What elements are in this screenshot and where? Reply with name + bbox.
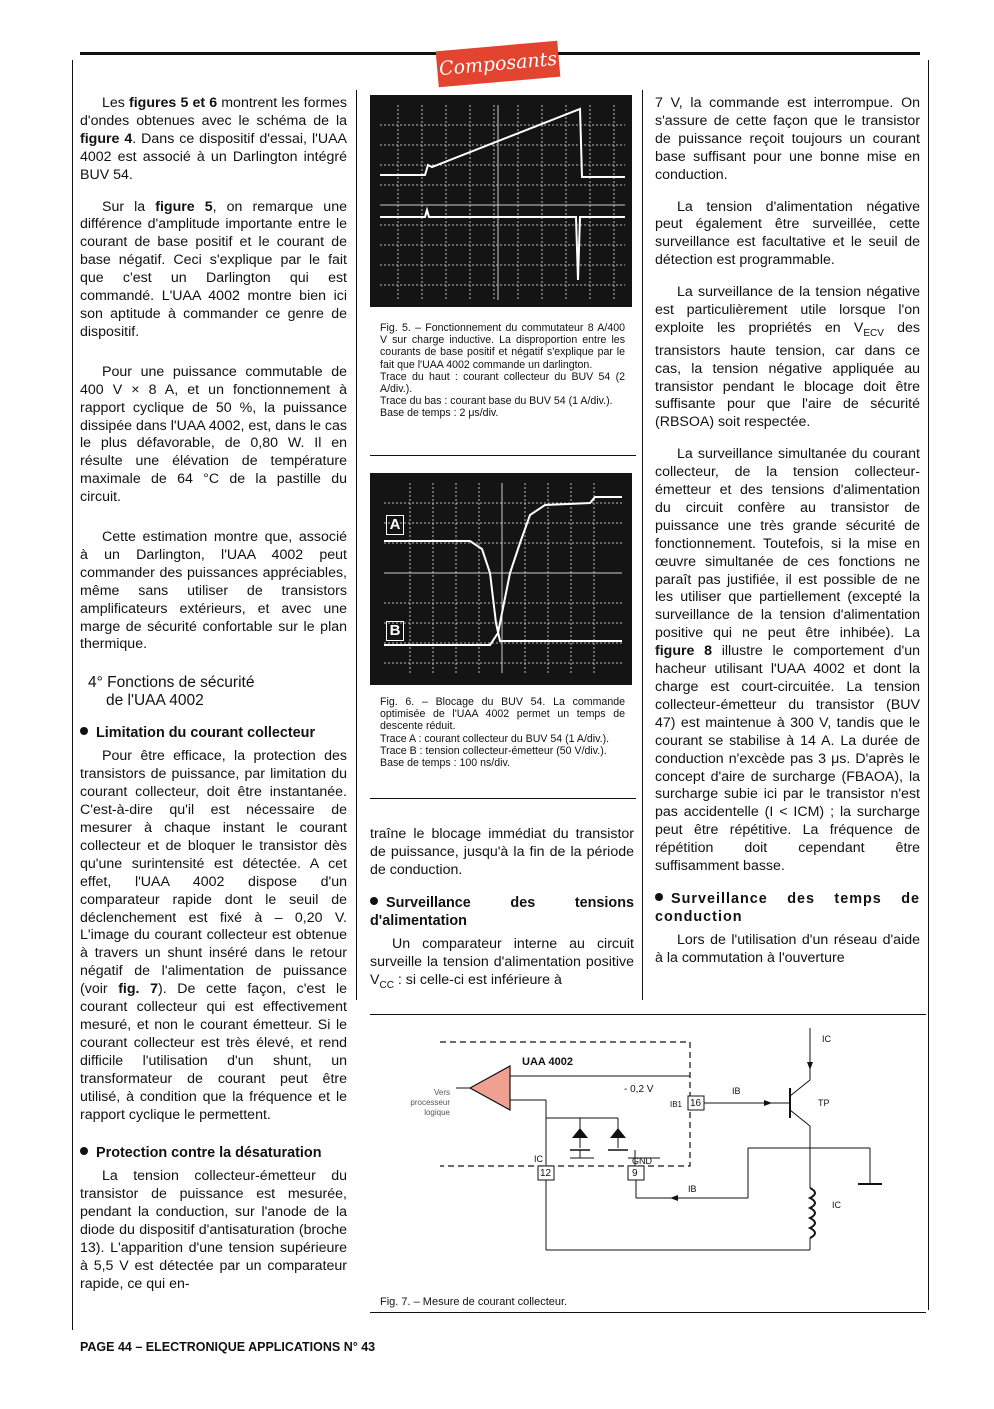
fig6-caption: Fig. 6. – Blocage du BUV 54. La commande optimisée de l'UAA 4002 permet un temps de descente réduit. Trace A : courant collecteur du BUV 54 (1 A/div.). Trace B : tension collecteur-émetteur (50 V/div.). Base de temps : 100 ns/div.	[380, 696, 625, 770]
fig5-rule	[370, 455, 636, 456]
fig5-caption: Fig. 5. – Fonctionnement du commutateur 8 A/400 V sur charge inductive. La disproportion entre les courants de base positif et négatif s'explique par le fait que l'UAA 4002 commande un darlington. Trace du haut : courant collecteur du BUV 54 (2 A/div.). Trace du bas : courant base du BUV 54 (1 A/div.). Base de temps : 2 μs/div.	[380, 322, 625, 420]
input-label: Vers processeur logique	[410, 1088, 450, 1117]
chip-label: UAA 4002	[522, 1056, 573, 1068]
subheading-supply: Surveillance des tensions d'alimentation	[370, 894, 634, 929]
col1-paragraph-6: La tension collecteur-émetteur du transistor de puissance est mesurée, pendant la conduction, sur l'anode de la diode du dispositif d'antisaturation (broche 13). L'apparition d'une tension supérieure à 5,5 V est détectée par un comparateur rapide, ce qui en-	[80, 1168, 347, 1292]
column-2-lower: traîne le blocage immédiat du transistor de puissance, jusqu'à la fin de la période de conduction. Surveillance des tensions d'alimentation Un comparateur interne au circuit surveille la tension d'alimentation positive $V_{CC}$ : si celle-ci est inférieure à	[370, 826, 634, 991]
subheading-limitation: Limitation du courant collecteur	[80, 724, 347, 742]
fig7-caption: Fig. 7. – Mesure de courant collecteur.	[380, 1296, 568, 1308]
column-1: Les figures 5 et 6 montrent les formes d'ondes obtenues avec le schéma de la figure 4. Dans ce dispositif d'essai, l'UAA 4002 est associé à un Darlington intégré BUV 54. Sur la figure 5, on remarque une différence d'amplitude importante entre le courant de base positif et le courant de base négatif. Ceci s'explique par le fait que c'est un Darlington qui est commandé. L'UAA 4002 montre bien ici son aptitude à commander ce genre de dispositif. Pour une puissance commutable de 400 V × 8 A, et un fonctionnement à rapport cyclique de 50 %, la puissance dissipée dans l'UAA 4002, est, dans le cas le plus défavorable, de 0,80 W. Il en résulte une élévation de température maximale de 64 °C de la pastille du circuit. Cette estimation montre que, associé à un Darlington, l'UAA 4002 peut commander des puissances appréciables, même sans utiliser de transistors amplificateurs extérieurs, et avec une marge de sécurité confortable sur le plan thermique. 4° Fonctions de sécurité de l'UAA 4002 Limitation du courant collecteur Pour être efficace, la protection des transistors de puissance, par limitation du courant collecteur, doit être instantanée. C'est-à-dire qu'il est nécessaire de mesurer à chaque instant le courant collecteur et de bloquer le transistor dès qu'une surintensité est détectée. A cet effet, l'UAA 4002 dispose d'un comparateur rapide dont le seuil de déclenchement est fixé à – 0,20 V. L'image du courant collecteur est obtenue à travers un shunt inséré dans le retour négatif de l'alimentation de puissance (voir fig. 7). De cette façon, c'est le courant collecteur qui est effectivement mesuré, et non le courant émetteur. Si le courant collecteur est très élevé, et rend difficile l'utilisation d'un shunt, un transformateur de courant peut être utilisé, à condition que la fréquence et le rapport cyclique le permettent. Protection contre la désaturation La tension collecteur-émetteur du transistor de puissance est mesurée, pendant la conduction, sur l'anode de la diode du dispositif d'antisaturation (broche 13). L'apparition d'une tension supérieure à 5,5 V est détectée par un comparateur rapide, ce qui en-	[80, 95, 347, 1292]
subheading-conduction: Surveillance des temps de conduction	[655, 890, 920, 925]
trace-b-label: B	[386, 621, 404, 641]
fig7-diagram	[370, 1018, 926, 1290]
col1-paragraph-3: Pour une puissance commutable de 400 V × 8 A, et un fonctionnement à rapport cyclique de 50 %, la puissance dissipée dans l'UAA 4002, est, dans le cas le plus défavorable, de 0,80 W. Il en résulte une élévation de température maximale de 64 °C de la pastille du circuit.	[80, 363, 347, 506]
ic-top-label: IC	[822, 1034, 831, 1044]
trace-a-label: A	[386, 515, 404, 535]
col-divider-1	[356, 90, 357, 1000]
col3-paragraph-5: Lors de l'utilisation d'un réseau d'aide à la commutation à l'ouverture	[655, 931, 920, 966]
right-margin-rule	[928, 60, 929, 1310]
pin-ib1-label: IB1	[670, 1100, 683, 1109]
page-footer: PAGE 44 – ELECTRONIQUE APPLICATIONS N° 43	[80, 1340, 376, 1354]
section-heading: 4° Fonctions de sécurité de l'UAA 4002	[88, 674, 255, 710]
fig6-oscillogram	[370, 473, 632, 685]
col-divider-2	[642, 90, 643, 1000]
pin12-label: 12	[540, 1168, 552, 1179]
subheading-desaturation: Protection contre la désaturation	[80, 1144, 347, 1162]
pin9-label: 9	[632, 1168, 638, 1179]
ic-shunt-label: IC	[832, 1200, 841, 1210]
ic-pin-label: IC	[534, 1154, 543, 1164]
fig6-rule	[370, 798, 636, 799]
fig7-top-rule	[370, 1014, 926, 1015]
col2-paragraph-1: traîne le blocage immédiat du transistor de puissance, jusqu'à la fin de la période de conduction.	[370, 826, 634, 878]
col1-paragraph-4: Cette estimation montre que, associé à un Darlington, l'UAA 4002 peut commander des puissances appréciables, même sans utiliser de transistors amplificateurs extérieurs, et avec une marge de sécurité confortable sur le plan thermique.	[80, 529, 347, 653]
ib-return-label: IB	[688, 1184, 697, 1194]
col3-paragraph-1: 7 V, la commande est interrompue. On s'assure de cette façon que le transistor de puissance reçoit toujours un courant base suffisant pour une bonne mise en conduction.	[655, 95, 920, 183]
left-margin-rule	[72, 60, 73, 1330]
fig5-oscillogram	[370, 95, 632, 307]
col3-paragraph-2: La tension d'alimentation négative peut également être surveillée, cette surveillance est facultative et le seuil de détection est programmable.	[655, 198, 920, 269]
column-3: 7 V, la commande est interrompue. On s'assure de cette façon que le transistor de puissance reçoit toujours un courant base suffisant pour une bonne mise en conduction. La tension d'alimentation négative peut également être surveillée, cette surveillance est facultative et le seuil de détection est programmable. La surveillance de la tension négative est particulièrement utile lorsque l'on exploite les propriétés en $V_{ECV}$ des transistors haute tension, car dans ce cas, la tension négative appliquée au transistor pendant le blocage doit être suffisante pour que l'aire de sécurité (RBSOA) soit respectée. La surveillance simultanée du courant collecteur, de la tension collecteur-émetteur et des tensions d'alimentation du circuit confère au transistor de puissance une très grande sécurité de fonctionnement. Toutefois, si la mise en œuvre simultanée de ces fonctions ne paraît pas justifiée, il est possible de ne les utiliser que partiellement (excepté la surveillance de la tension d'alimentation positive qui ne peut être inhibée). La figure 8 illustre le comportement d'un hacheur utilisant l'UAA 4002 et dont la charge est court-circuitée. La tension collecteur-émetteur du transistor (BUV 47) est maintenue à 300 V, tandis que le courant se stabilise à 14 A. La durée de conduction n'excède pas 3 μs. D'après le concept d'aire de surcharge (FBAOA), la surcharge subie ici par le transistor n'est pas accidentelle (I < ICM) ; la surcharge peut être répétitive. La fréquence de répétition doit cependant être suffisamment basse. Surveillance des temps de conduction Lors de l'utilisation d'un réseau d'aide à la commutation à l'ouverture	[655, 95, 920, 966]
pin16-label: 16	[690, 1098, 702, 1109]
gnd-label: GND	[632, 1156, 652, 1166]
threshold-label: - 0,2 V	[624, 1084, 654, 1095]
transistor-label: TP	[818, 1098, 830, 1108]
fig7-bottom-rule	[370, 1312, 926, 1313]
section-tag: Composants	[436, 41, 561, 87]
ib-label: IB	[732, 1086, 741, 1096]
